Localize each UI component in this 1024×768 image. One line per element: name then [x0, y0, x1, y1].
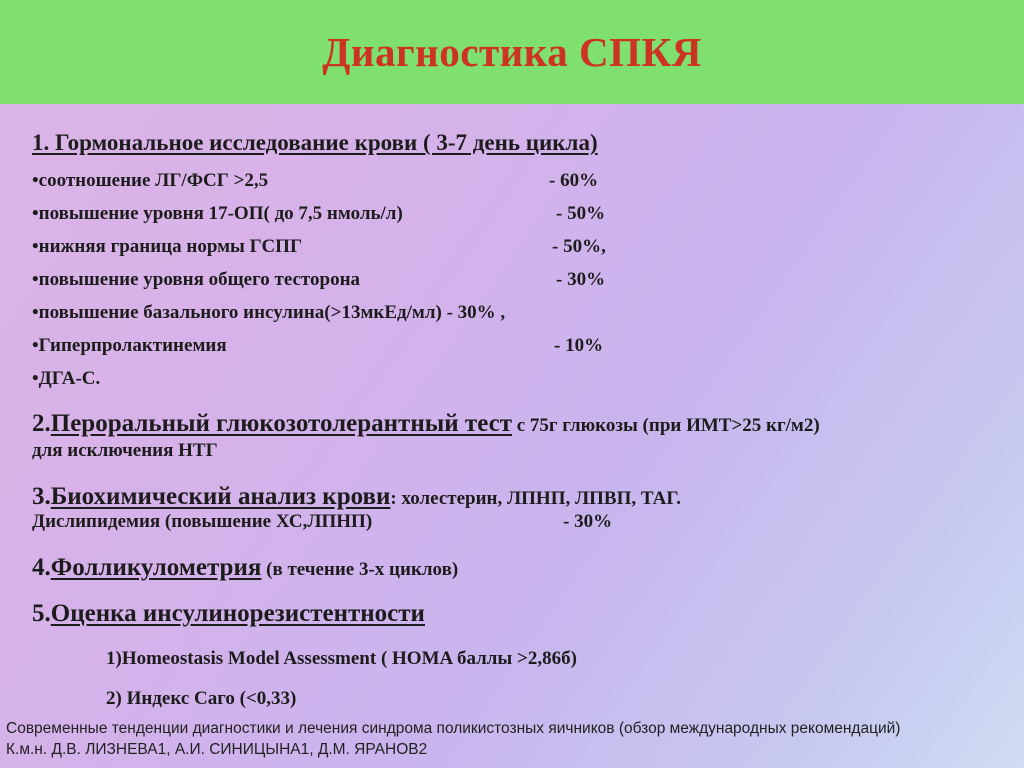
bullet-value: - 30%: [556, 269, 606, 290]
section-5-number: 5.: [32, 600, 51, 627]
section-2-line: [32, 410, 820, 438]
section-2-number: 2.: [32, 410, 51, 437]
bullet-item: •повышение базального инсулина(>13мкЕд/мл) - 30% ,: [32, 302, 506, 323]
bullet-item: •повышение уровня 17-ОП( до 7,5 нмоль/л): [32, 203, 403, 224]
section-3-subvalue: - 30%: [563, 511, 613, 532]
bullet-item: •ДГА-С.: [32, 368, 101, 389]
section-4-detail: (в течение 3-х циклов): [261, 559, 459, 580]
section-4-line: [32, 554, 458, 582]
section-4-heading: Фолликулометрия: [50, 554, 262, 581]
bullet-item: •соотношение ЛГ/ФСГ >2,5: [32, 170, 269, 191]
section-2-heading: Пероральный глюкозотолерантный тест: [50, 410, 512, 437]
section-5-item: 2) Индекс Саго (<0,33): [106, 688, 297, 709]
slide-title: Диагностика СПКЯ: [322, 29, 702, 75]
bullet-item: •Гиперпролактинемия: [32, 335, 227, 356]
footer-source: Современные тенденции диагностики и лечения синдрома поликистозных яичников (обзор международных рекомендаций): [6, 720, 901, 737]
section-1-heading: 1. Гормональное исследование крови ( 3-7 день цикла): [32, 130, 598, 155]
section-4-number: 4.: [32, 554, 51, 581]
bullet-item: •нижняя граница нормы ГСПГ: [32, 236, 303, 257]
bullet-value: - 50%,: [552, 236, 606, 257]
section-5-heading: Оценка инсулинорезистентности: [50, 600, 425, 627]
section-2-detail: с 75г глюкозы (при ИМТ>25 кг/м2): [511, 415, 820, 436]
title-bar: [0, 0, 1024, 104]
bullet-item: •повышение уровня общего тесторона: [32, 269, 361, 290]
section-5-line: [32, 600, 425, 628]
section-3-subline: Дислипидемия (повышение ХС,ЛПНП): [32, 511, 373, 532]
section-3-detail: : холестерин, ЛПНП, ЛПВП, ТАГ.: [390, 488, 682, 509]
bullet-value: - 50%: [556, 203, 606, 224]
footer-citation: [6, 718, 1020, 760]
section-3-line: [32, 483, 681, 511]
section-3-heading: Биохимический анализ крови: [50, 483, 391, 510]
bullet-value: - 10%: [554, 335, 604, 356]
section-3-number: 3.: [32, 483, 51, 510]
bullet-value: - 60%: [549, 170, 599, 191]
section-5-item: 1)Homeostasis Model Assessment ( HOMA баллы >2,86б): [106, 648, 577, 669]
footer-authors: К.м.н. Д.В. ЛИЗНЕВА1, А.И. СИНИЦЫНА1, Д.М. ЯРАНОВ2: [6, 741, 428, 758]
section-2-subline: для исключения НТГ: [32, 440, 218, 461]
